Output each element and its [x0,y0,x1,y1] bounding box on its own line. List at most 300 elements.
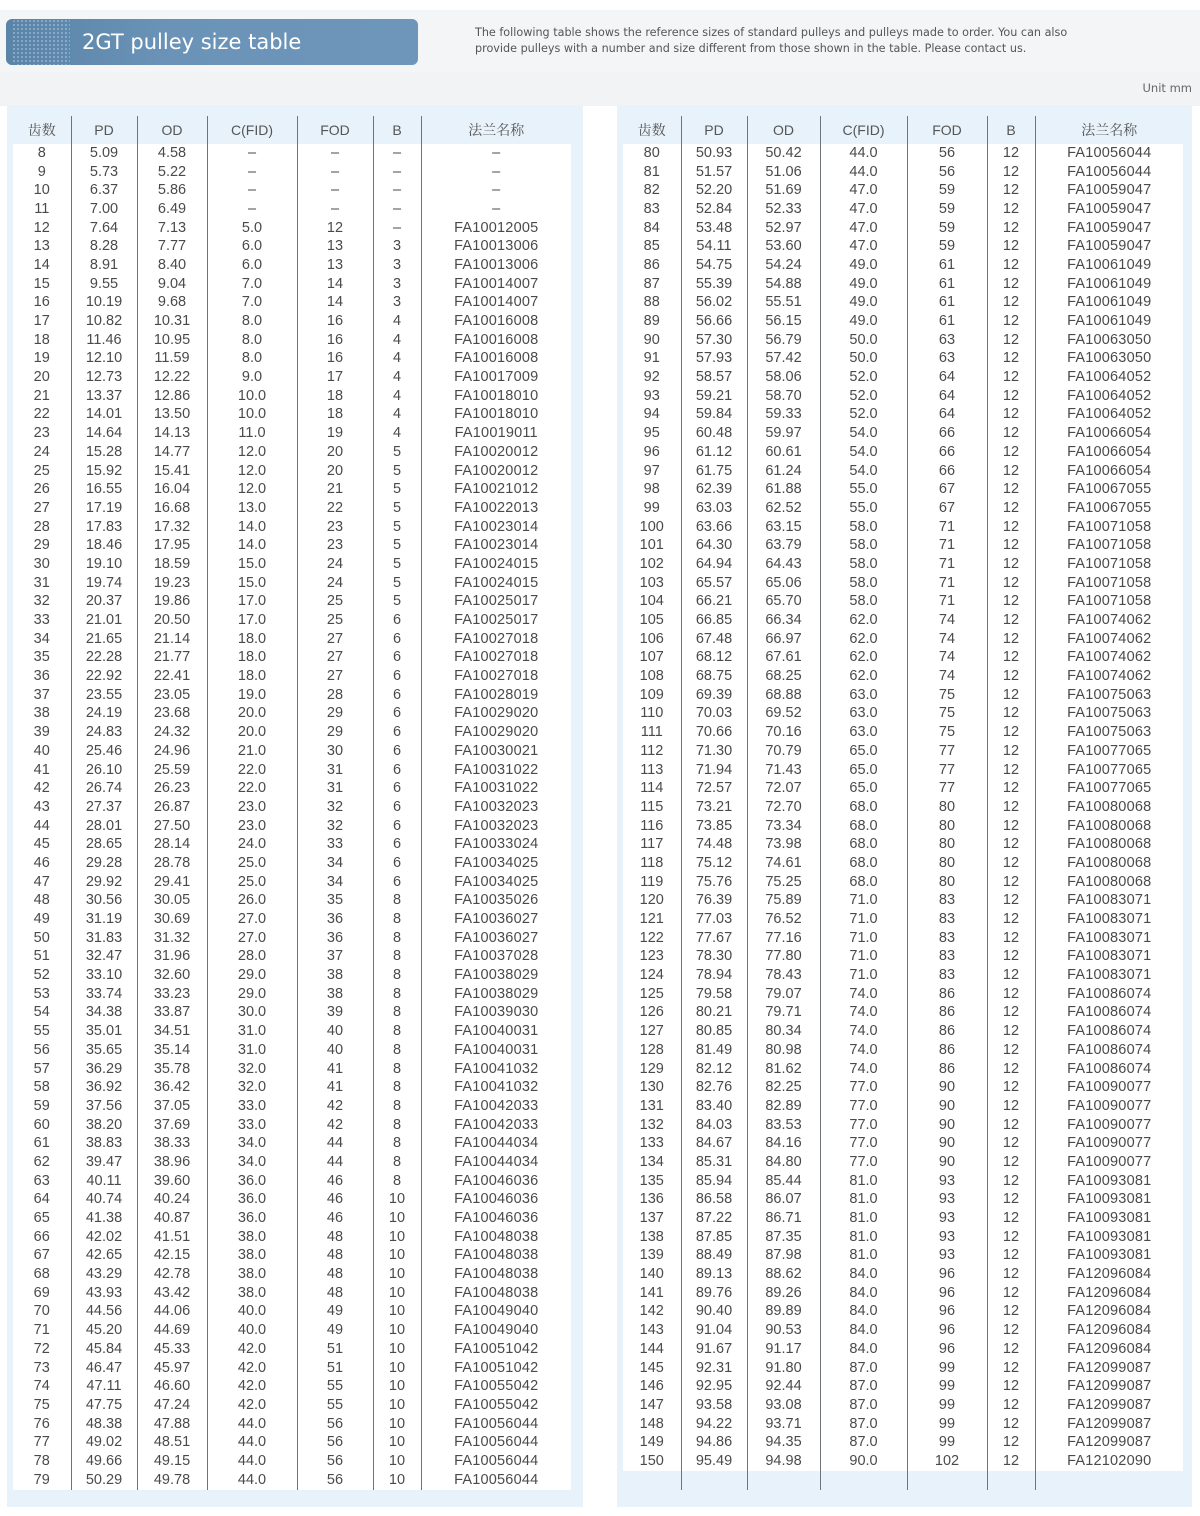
od-cell: 89.26 [747,1284,820,1303]
od-cell: 52.33 [747,200,820,219]
od-cell: 91.17 [747,1340,820,1359]
cfid-cell: 30.0 [207,1004,297,1023]
b-cell: – [373,163,421,182]
flange-name-cell: FA10083071 [1035,892,1183,911]
table-row [13,1172,571,1191]
table-row [623,368,1183,387]
od-cell: 54.88 [747,275,820,294]
table-row [13,536,571,555]
od-cell: 22.41 [137,667,207,686]
b-cell: 10 [373,1209,421,1228]
b-cell: 12 [987,331,1035,350]
od-cell: 77.80 [747,948,820,967]
cfid-cell: 36.0 [207,1191,297,1210]
b-cell: 5 [373,443,421,462]
teeth-cell: 97 [623,462,681,481]
cfid-cell: 38.0 [207,1228,297,1247]
flange-name-cell: FA10055042 [421,1396,571,1415]
b-cell: 10 [373,1471,421,1490]
pd-cell: 70.66 [681,723,747,742]
pulley-table-right [623,116,1183,1490]
table-row [13,1359,571,1378]
cfid-cell: 18.0 [207,667,297,686]
pd-cell: 14.01 [71,406,137,425]
table-row [13,555,571,574]
cfid-cell: 77.0 [820,1078,907,1097]
od-cell: 53.60 [747,237,820,256]
cfid-cell: 42.0 [207,1359,297,1378]
fod-cell: 86 [907,985,987,1004]
od-cell: 51.06 [747,163,820,182]
teeth-cell: 132 [623,1116,681,1135]
table-row [13,219,571,238]
fod-cell: 83 [907,929,987,948]
cfid-cell: 65.0 [820,761,907,780]
flange-name-cell: FA10018010 [421,387,571,406]
od-cell: 33.23 [137,985,207,1004]
fod-cell: 74 [907,667,987,686]
b-cell: 12 [987,1377,1035,1396]
od-cell: 33.87 [137,1004,207,1023]
table-row [13,237,571,256]
teeth-cell: 10 [13,181,71,200]
cfid-cell: 27.0 [207,929,297,948]
fod-cell: 63 [907,350,987,369]
b-cell: 12 [987,1209,1035,1228]
fod-cell: 13 [297,256,373,275]
pd-cell: 64.30 [681,536,747,555]
fod-cell: 99 [907,1377,987,1396]
pd-cell: 61.12 [681,443,747,462]
intro-text: The following table shows the reference sizes of standard pulleys and pulleys made to order. You can also provide pulleys with a number and size different from those shown in the table. Please contact us. [475,26,1068,55]
fod-cell: 102 [907,1452,987,1471]
pd-cell: 49.02 [71,1433,137,1452]
flange-name-cell: FA10064052 [1035,387,1183,406]
teeth-cell: 13 [13,237,71,256]
teeth-cell: 45 [13,835,71,854]
teeth-cell: 33 [13,611,71,630]
teeth-cell: 30 [13,555,71,574]
flange-name-cell: FA10075063 [1035,705,1183,724]
flange-name-cell: FA10093081 [1035,1172,1183,1191]
cfid-cell: 81.0 [820,1228,907,1247]
table-row [13,480,571,499]
b-cell: 8 [373,1116,421,1135]
table-row [623,1060,1183,1079]
fod-cell: 56 [297,1471,373,1490]
pd-cell: 52.84 [681,200,747,219]
b-cell: 4 [373,387,421,406]
fod-cell: 16 [297,350,373,369]
pd-cell: 18.46 [71,536,137,555]
cfid-cell: 54.0 [820,462,907,481]
teeth-cell: 18 [13,331,71,350]
table-row [623,499,1183,518]
pd-cell: 84.67 [681,1134,747,1153]
pd-cell: 66.21 [681,593,747,612]
b-cell: 12 [987,1078,1035,1097]
flange-name-cell: FA10093081 [1035,1247,1183,1266]
b-cell: 12 [987,312,1035,331]
flange-name-cell: FA10034025 [421,854,571,873]
cfid-cell: 22.0 [207,779,297,798]
flange-name-cell: FA10074062 [1035,649,1183,668]
b-cell: 10 [373,1247,421,1266]
teeth-cell: 95 [623,424,681,443]
table-row [623,779,1183,798]
pd-cell: 69.39 [681,686,747,705]
cfid-cell: 68.0 [820,835,907,854]
teeth-cell: 130 [623,1078,681,1097]
teeth-cell: 85 [623,237,681,256]
pd-cell: 40.11 [71,1172,137,1191]
fod-cell: 96 [907,1321,987,1340]
pd-cell: 63.03 [681,499,747,518]
fod-cell: 42 [297,1116,373,1135]
od-cell: 29.41 [137,873,207,892]
pd-cell: 34.38 [71,1004,137,1023]
flange-name-cell: FA10066054 [1035,443,1183,462]
fod-cell: 32 [297,798,373,817]
table-row [13,462,571,481]
teeth-cell: 46 [13,854,71,873]
col-header-b: B [373,116,421,144]
teeth-cell: 23 [13,424,71,443]
cfid-cell: 5.0 [207,219,297,238]
fod-cell: 36 [297,929,373,948]
teeth-cell: 42 [13,779,71,798]
table-row [13,611,571,630]
pd-cell: 45.84 [71,1340,137,1359]
table-row [623,294,1183,313]
cfid-cell: – [207,163,297,182]
flange-name-cell: FA12102090 [1035,1452,1183,1471]
pd-cell: 93.58 [681,1396,747,1415]
cfid-cell: 38.0 [207,1265,297,1284]
pd-cell: 57.30 [681,331,747,350]
cfid-cell: 81.0 [820,1172,907,1191]
cfid-cell: 58.0 [820,555,907,574]
teeth-cell: 22 [13,406,71,425]
flange-name-cell: FA10061049 [1035,256,1183,275]
b-cell: 12 [987,1396,1035,1415]
b-cell: 8 [373,1172,421,1191]
od-cell: 37.05 [137,1097,207,1116]
col-header-teeth: 齿数 [637,123,666,139]
cfid-cell: 77.0 [820,1097,907,1116]
cfid-cell: 27.0 [207,910,297,929]
od-cell: 92.44 [747,1377,820,1396]
table-row [623,275,1183,294]
fod-cell: 86 [907,1060,987,1079]
b-cell: 12 [987,518,1035,537]
b-cell: – [373,200,421,219]
od-cell: 35.78 [137,1060,207,1079]
flange-name-cell: FA10012005 [421,219,571,238]
title-banner [6,19,418,65]
flange-name-cell: FA10049040 [421,1321,571,1340]
od-cell: 17.32 [137,518,207,537]
table-row [13,406,571,425]
od-cell: 75.89 [747,892,820,911]
b-cell: 5 [373,462,421,481]
pd-cell: 68.12 [681,649,747,668]
teeth-cell: 98 [623,480,681,499]
table-row [623,1228,1183,1247]
table-row [13,1004,571,1023]
b-cell: 12 [987,1247,1035,1266]
b-cell: 12 [987,1191,1035,1210]
b-cell: 12 [987,1265,1035,1284]
flange-name-cell: FA10090077 [1035,1134,1183,1153]
table-row [623,723,1183,742]
flange-name-cell: FA12096084 [1035,1340,1183,1359]
flange-name-cell: FA10016008 [421,350,571,369]
table-row [13,985,571,1004]
pd-cell: 53.48 [681,219,747,238]
table-row [13,1377,571,1396]
cfid-cell: 24.0 [207,835,297,854]
flange-name-cell: FA10036027 [421,910,571,929]
cfid-cell: 10.0 [207,387,297,406]
b-cell: 8 [373,929,421,948]
teeth-cell: 104 [623,593,681,612]
table-row [13,331,571,350]
cfid-cell: 23.0 [207,798,297,817]
blank-cell [1035,1471,1183,1490]
od-cell: 68.88 [747,686,820,705]
teeth-cell: 37 [13,686,71,705]
teeth-cell: 31 [13,574,71,593]
table-row [13,1191,571,1210]
teeth-cell: 105 [623,611,681,630]
cfid-cell: 77.0 [820,1116,907,1135]
cfid-cell: 58.0 [820,536,907,555]
fod-cell: 75 [907,705,987,724]
cfid-cell: 25.0 [207,873,297,892]
od-cell: 38.33 [137,1134,207,1153]
b-cell: 12 [987,1303,1035,1322]
pd-cell: 36.92 [71,1078,137,1097]
pd-cell: 24.83 [71,723,137,742]
pd-cell: 72.57 [681,779,747,798]
teeth-cell: 74 [13,1377,71,1396]
table-row [13,798,571,817]
cfid-cell: 7.0 [207,294,297,313]
b-cell: 6 [373,761,421,780]
flange-name-cell: FA10041032 [421,1078,571,1097]
od-cell: 24.32 [137,723,207,742]
left-table-body [13,144,571,1490]
od-cell: 61.88 [747,480,820,499]
teeth-cell: 54 [13,1004,71,1023]
unit-label: Unit mm [1142,81,1192,95]
flange-name-cell: FA10071058 [1035,574,1183,593]
pd-cell: 85.94 [681,1172,747,1191]
table-row [623,1153,1183,1172]
b-cell: 12 [987,1153,1035,1172]
pd-cell: 75.76 [681,873,747,892]
teeth-cell: 135 [623,1172,681,1191]
cfid-cell: 74.0 [820,1022,907,1041]
pd-cell: 45.20 [71,1321,137,1340]
teeth-cell: 147 [623,1396,681,1415]
cfid-cell: 44.0 [820,144,907,163]
table-row [623,1359,1183,1378]
pd-cell: 22.28 [71,649,137,668]
cfid-cell: 18.0 [207,630,297,649]
table-row [623,1396,1183,1415]
fod-cell: 29 [297,723,373,742]
fod-cell: 14 [297,275,373,294]
table-row [13,948,571,967]
b-cell: 12 [987,985,1035,1004]
b-cell: 8 [373,1022,421,1041]
od-cell: 20.50 [137,611,207,630]
fod-cell: 64 [907,406,987,425]
flange-name-cell: FA10093081 [1035,1191,1183,1210]
pd-cell: 36.29 [71,1060,137,1079]
table-row [623,1134,1183,1153]
teeth-cell: 139 [623,1247,681,1266]
col-header-pd: PD [71,116,137,144]
teeth-cell: 61 [13,1134,71,1153]
cfid-cell: 58.0 [820,593,907,612]
od-cell: 36.42 [137,1078,207,1097]
cfid-cell: 71.0 [820,929,907,948]
table-row [13,499,571,518]
col-header-teeth: 齿数 [27,123,56,139]
table-row [13,817,571,836]
pd-cell: 73.21 [681,798,747,817]
b-cell: 5 [373,555,421,574]
od-cell: 91.80 [747,1359,820,1378]
teeth-cell: 114 [623,779,681,798]
teeth-cell: 73 [13,1359,71,1378]
fod-cell: 55 [297,1396,373,1415]
cfid-cell: 74.0 [820,1060,907,1079]
flange-name-cell: FA10086074 [1035,985,1183,1004]
teeth-cell: 11 [13,200,71,219]
teeth-cell: 94 [623,406,681,425]
teeth-cell: 32 [13,593,71,612]
b-cell: 6 [373,611,421,630]
pd-cell: 47.11 [71,1377,137,1396]
pd-cell: 10.19 [71,294,137,313]
flange-name-cell: FA10030021 [421,742,571,761]
teeth-cell: 112 [623,742,681,761]
b-cell: 12 [987,630,1035,649]
cfid-cell: 31.0 [207,1041,297,1060]
fod-cell: 63 [907,331,987,350]
table-row [623,237,1183,256]
cfid-cell: 40.0 [207,1303,297,1322]
od-cell: 70.16 [747,723,820,742]
table-row [13,1415,571,1434]
od-cell: 74.61 [747,854,820,873]
cfid-cell: 47.0 [820,237,907,256]
table-row [623,835,1183,854]
od-cell: 86.71 [747,1209,820,1228]
pulley-table-left [13,116,571,1490]
od-cell: 62.52 [747,499,820,518]
fod-cell: 34 [297,873,373,892]
pd-cell: 87.22 [681,1209,747,1228]
flange-name-cell: FA10077065 [1035,779,1183,798]
b-cell: 12 [987,350,1035,369]
fod-cell: 48 [297,1265,373,1284]
b-cell: 12 [987,742,1035,761]
fod-cell: 32 [297,817,373,836]
flange-name-cell: FA10024015 [421,574,571,593]
fod-cell: 93 [907,1172,987,1191]
fod-cell: 24 [297,574,373,593]
od-cell: 31.32 [137,929,207,948]
fod-cell: 44 [297,1153,373,1172]
table-row [13,368,571,387]
flange-name-cell: FA10046036 [421,1172,571,1191]
od-cell: 80.34 [747,1022,820,1041]
b-cell: 12 [987,406,1035,425]
od-cell: 43.42 [137,1284,207,1303]
fod-cell: 93 [907,1191,987,1210]
col-header-fod: FOD [907,116,987,144]
pd-cell: 94.86 [681,1433,747,1452]
flange-name-cell: FA10023014 [421,518,571,537]
table-row [623,649,1183,668]
pd-cell: 38.83 [71,1134,137,1153]
b-cell: 12 [987,1284,1035,1303]
od-cell: 78.43 [747,966,820,985]
table-row [13,1303,571,1322]
b-cell: 12 [987,555,1035,574]
flange-name-cell: FA10048038 [421,1284,571,1303]
od-cell: 52.97 [747,219,820,238]
cfid-cell: 32.0 [207,1078,297,1097]
fod-cell: 80 [907,873,987,892]
cfid-cell: 33.0 [207,1097,297,1116]
pd-cell: 6.37 [71,181,137,200]
table-row [13,892,571,911]
b-cell: 12 [987,368,1035,387]
od-cell: 84.80 [747,1153,820,1172]
od-cell: 44.69 [137,1321,207,1340]
fod-cell: 90 [907,1134,987,1153]
fod-cell: 42 [297,1097,373,1116]
table-row [13,1433,571,1452]
table-row [623,1209,1183,1228]
fod-cell: 44 [297,1134,373,1153]
teeth-cell: 90 [623,331,681,350]
cfid-cell: 62.0 [820,667,907,686]
pd-cell: 15.28 [71,443,137,462]
table-row [623,1340,1183,1359]
flange-name-cell: FA10042033 [421,1097,571,1116]
table-row [623,256,1183,275]
fod-cell: 80 [907,798,987,817]
b-cell: 12 [987,835,1035,854]
od-cell: 9.04 [137,275,207,294]
fod-cell: 14 [297,294,373,313]
table-row [623,1433,1183,1452]
blank-row [623,1471,1183,1490]
od-cell: 16.04 [137,480,207,499]
table-row [623,181,1183,200]
cfid-cell: 62.0 [820,611,907,630]
teeth-cell: 81 [623,163,681,182]
teeth-cell: 49 [13,910,71,929]
table-row [13,630,571,649]
